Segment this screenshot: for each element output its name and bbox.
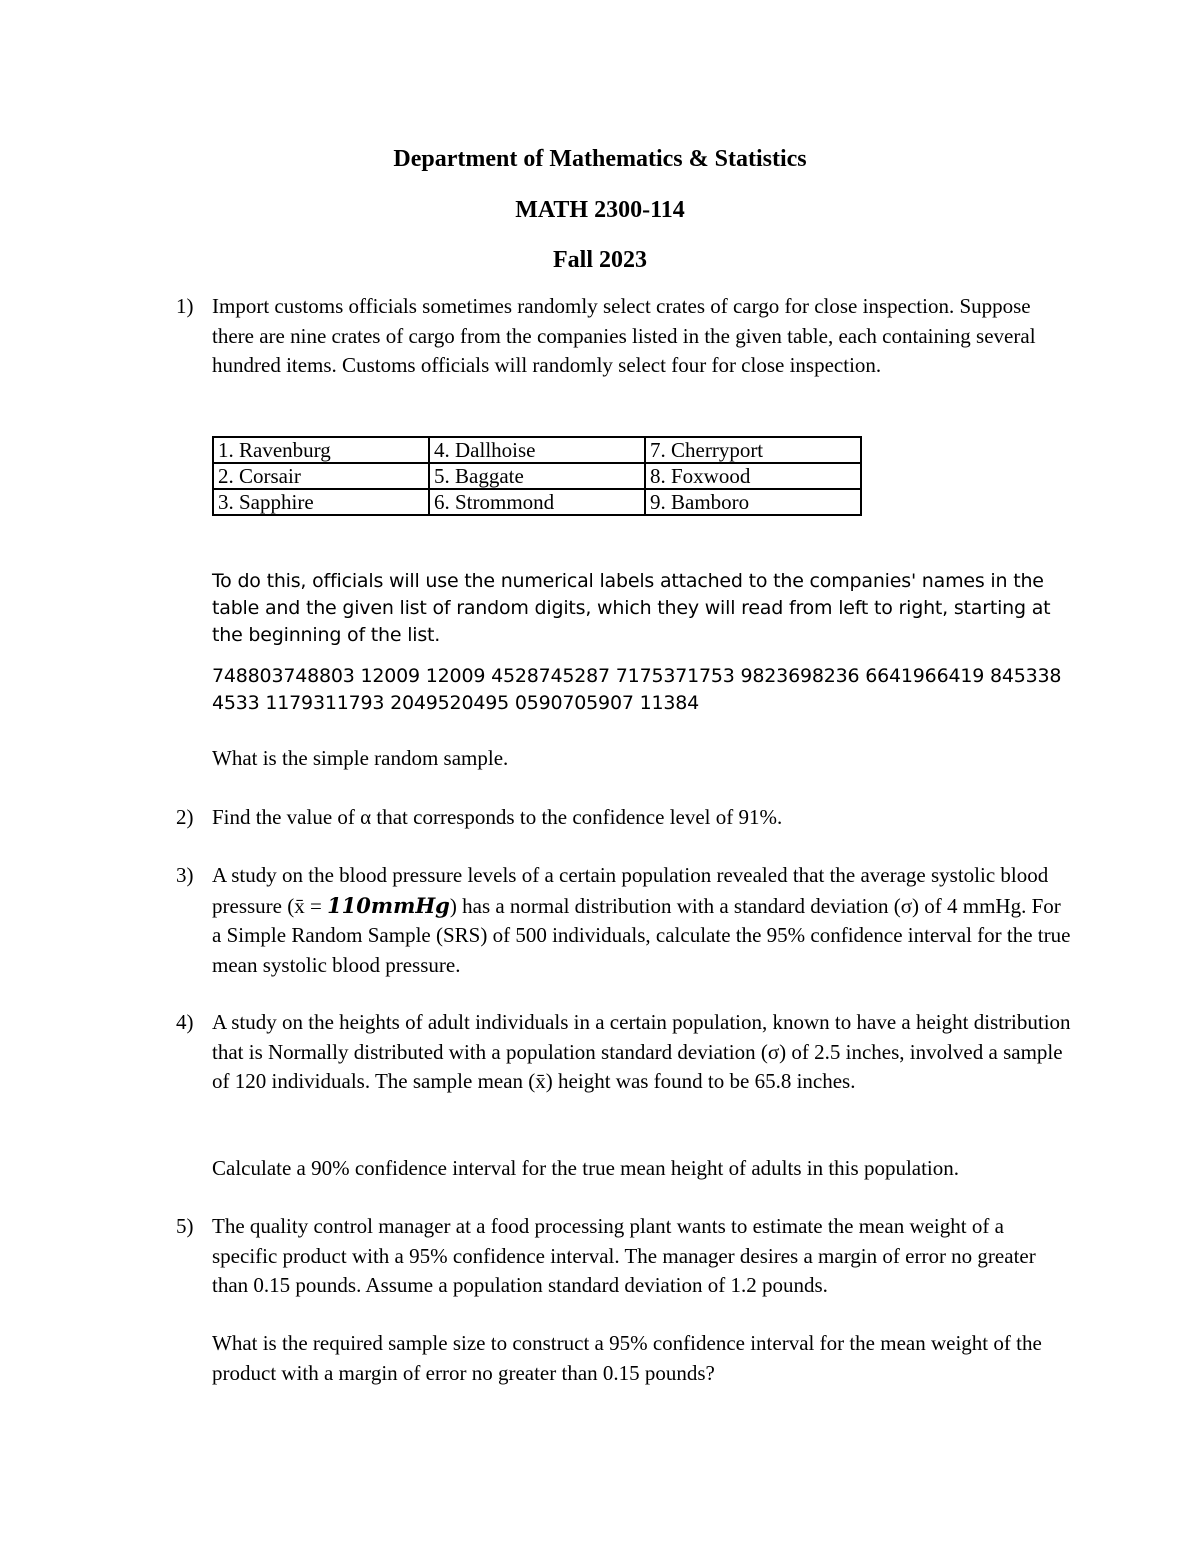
question-1-number: 1) [176,294,194,318]
question-4-number: 4) [176,1010,194,1034]
table-cell: 3. Sapphire [213,489,429,515]
mean-pressure-value: 110mmHg [327,892,450,918]
table-row [213,437,861,463]
term-heading: Fall 2023 [553,247,647,273]
table-cell: 9. Bamboro [645,489,861,515]
table-cell: 8. Foxwood [645,463,861,489]
table-cell: 6. Strommond [429,489,645,515]
table-row [213,489,861,515]
table-cell: 5. Baggate [429,463,645,489]
question-2-text: Find the value of α that corresponds to the confidence level of 91%. [212,805,783,829]
question-2-number: 2) [176,805,194,829]
random-digits: 748803748803 12009 12009 4528745287 7175371753 9823698236 6641966419 845338 4533 1179311793 2049520495 0590705907 11384 [212,665,1062,714]
question-1-intro: Import customs officials sometimes randomly select crates of cargo for close inspection. Suppose there are nine crates of cargo from the companies listed in the given table, each containing several hundred items. Customs officials will randomly select four for close inspection. [212,294,1036,377]
question-1-instructions: To do this, officials will use the numerical labels attached to the companies' names in the table and the given list of random digits, which they will read from left to right, starting at the beginning of the list. [212,570,1051,646]
question-3-number: 3) [176,863,194,887]
question-5-number: 5) [176,1214,194,1238]
department-heading: Department of Mathematics & Statistics [393,146,807,172]
table-cell: 7. Cherryport [645,437,861,463]
company-table [212,436,862,516]
question-3-text-end: ) has a normal distribution with a standard deviation (σ) of 4 mmHg. For a Simple Random Sample (SRS) of 500 individuals, calculate the 95% confidence interval for the true mean systolic blood pressure. [212,893,1071,977]
question-4-text: A study on the heights of adult individuals in a certain population, known to have a height distribution that is Normally distributed with a population standard deviation (σ) of 2.5 inches, involved a sample of 120 individuals. The sample mean (x̄) height was found to be 65.8 inches. [212,1010,1071,1093]
question-3-text-start: A study on the blood pressure levels of a certain population revealed that the average systolic blood pressure (x̄ = [212,863,1049,918]
question-4-prompt: Calculate a 90% confidence interval for the true mean height of adults in this population. [212,1156,960,1180]
question-5-prompt: What is the required sample size to construct a 95% confidence interval for the mean weight of the product with a margin of error no greater than 0.15 pounds? [212,1331,1042,1385]
question-3-text [212,861,1072,980]
question-1-prompt: What is the simple random sample. [212,746,509,770]
table-row [213,463,861,489]
question-5-text: The quality control manager at a food processing plant wants to estimate the mean weight of a specific product with a 95% confidence interval. The manager desires a margin of error no greater than 0.15 pounds. Assume a population standard deviation of 1.2 pounds. [212,1214,1036,1297]
table-cell: 4. Dallhoise [429,437,645,463]
course-heading: MATH 2300-114 [515,197,685,223]
table-cell: 1. Ravenburg [213,437,429,463]
table-cell: 2. Corsair [213,463,429,489]
